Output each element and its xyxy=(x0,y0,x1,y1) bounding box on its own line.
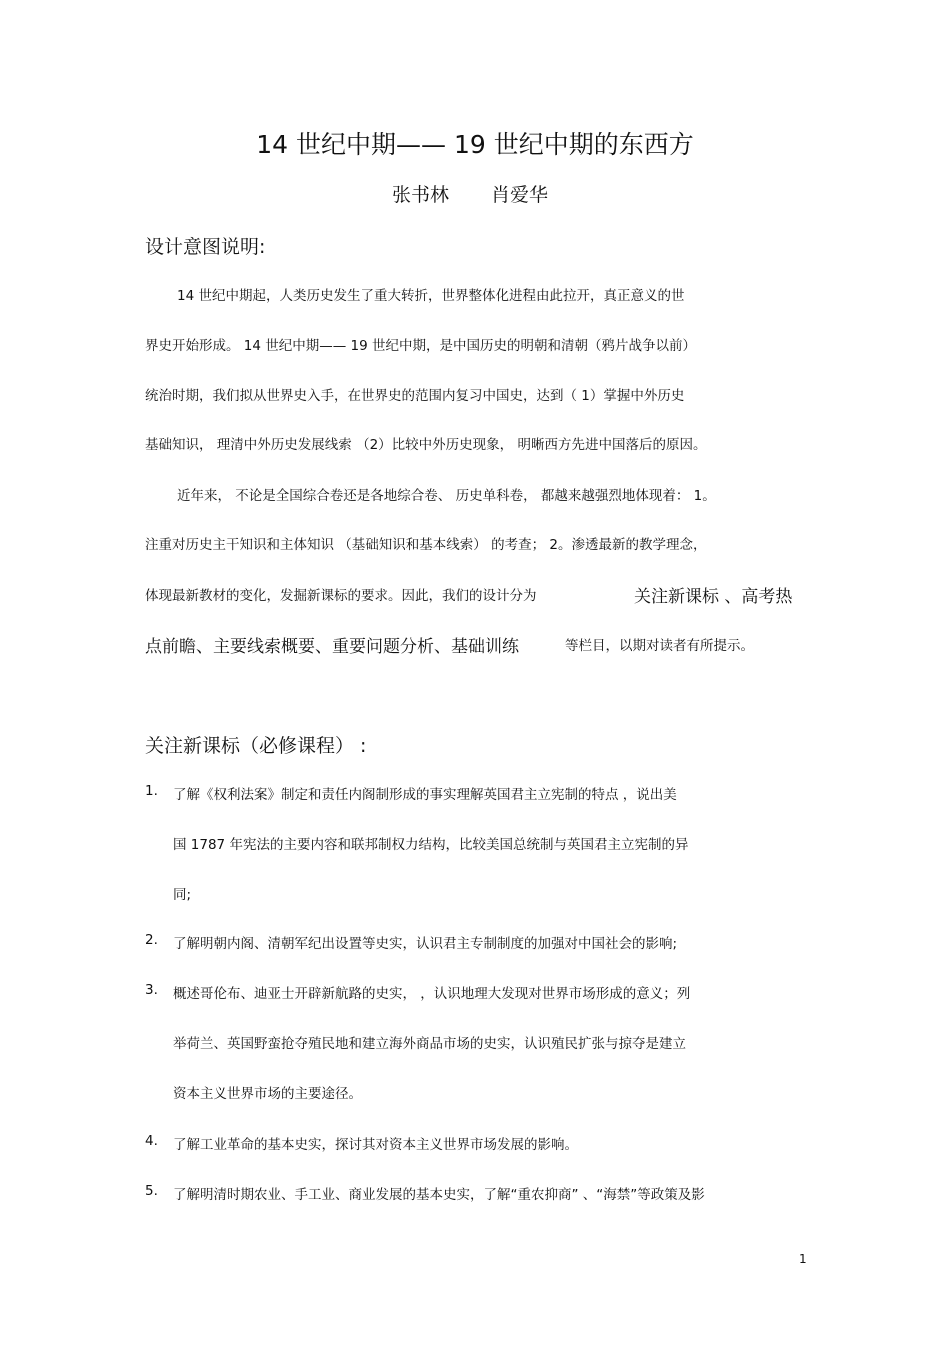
author-name: 肖爱华 xyxy=(491,184,549,206)
authors-line xyxy=(392,180,548,207)
list-item-number: 3. xyxy=(145,982,158,998)
list-item-line: 了解工业革命的基本史实，探讨其对资本主义世界市场发展的影响。 xyxy=(173,1137,578,1153)
section-heading-design-intent: 设计意图说明: xyxy=(145,236,266,258)
paragraph-line: 体现最新教材的变化，发掘新课标的要求。因此，我们的设计分为 xyxy=(145,588,537,604)
list-item-line: 了解明清时期农业、手工业、商业发展的基本史实，了解“重农抑商” 、“海禁”等政策及影 xyxy=(173,1187,705,1203)
paragraph-line: 等栏目，以期对读者有所提示。 xyxy=(565,638,754,654)
list-item-line: 资本主义世界市场的主要途径。 xyxy=(173,1086,362,1102)
section-heading-new-curriculum: 关注新课标（必修课程） : xyxy=(145,735,367,757)
document-title: 14 世纪中期—— 19 世纪中期的东西方 xyxy=(256,130,694,159)
list-item-number: 5. xyxy=(145,1183,158,1199)
list-item-line: 了解明朝内阁、清朝军纪出设置等史实，认识君主专制制度的加强对中国社会的影响; xyxy=(173,936,678,952)
paragraph-line: 基础知识， 理清中外历史发展线索 （2）比较中外历史现象， 明晰西方先进中国落后的原因。 xyxy=(145,437,707,453)
paragraph-line: 界史开始形成。 14 世纪中期—— 19 世纪中期，是中国历史的明朝和清朝（鸦片战争以前） xyxy=(145,338,697,354)
paragraph-line: 近年来， 不论是全国综合卷还是各地综合卷、 历史单科卷， 都越来越强烈地体现着： 1。 xyxy=(177,488,716,504)
list-item-line: 了解《权利法案》制定和责任内阁制形成的事实理解英国君主立宪制的特点 ，说出美 xyxy=(173,787,677,803)
page-number: 1 xyxy=(799,1252,807,1266)
list-item-line: 概述哥伦布、迪亚士开辟新航路的史实， ，认识地理大发现对世界市场形成的意义；列 xyxy=(173,986,691,1002)
paragraph-emphasis: 点前瞻、主要线索概要、重要问题分析、基础训练 xyxy=(145,637,519,657)
list-item-number: 2. xyxy=(145,932,158,948)
paragraph-line: 注重对历史主干知识和主体知识 （基础知识和基本线索） 的考查； 2。渗透最新的教学理念， xyxy=(145,537,707,553)
list-item-line: 同; xyxy=(173,887,192,903)
list-item-number: 1. xyxy=(145,783,158,799)
list-item-number: 4. xyxy=(145,1133,158,1149)
paragraph-emphasis: 关注新课标 、高考热 xyxy=(634,587,793,607)
list-item-line: 举荷兰、英国野蛮抢夺殖民地和建立海外商品市场的史实，认识殖民扩张与掠夺是建立 xyxy=(173,1036,686,1052)
list-item-line: 国 1787 年宪法的主要内容和联邦制权力结构，比较美国总统制与英国君主立宪制的异 xyxy=(173,837,689,853)
author-name: 张书林 xyxy=(392,184,450,206)
paragraph-line: 14 世纪中期起，人类历史发生了重大转折，世界整体化进程由此拉开，真正意义的世 xyxy=(177,288,685,304)
paragraph-line: 统治时期，我们拟从世界史入手，在世界史的范围内复习中国史，达到（ 1）掌握中外历史 xyxy=(145,388,685,404)
